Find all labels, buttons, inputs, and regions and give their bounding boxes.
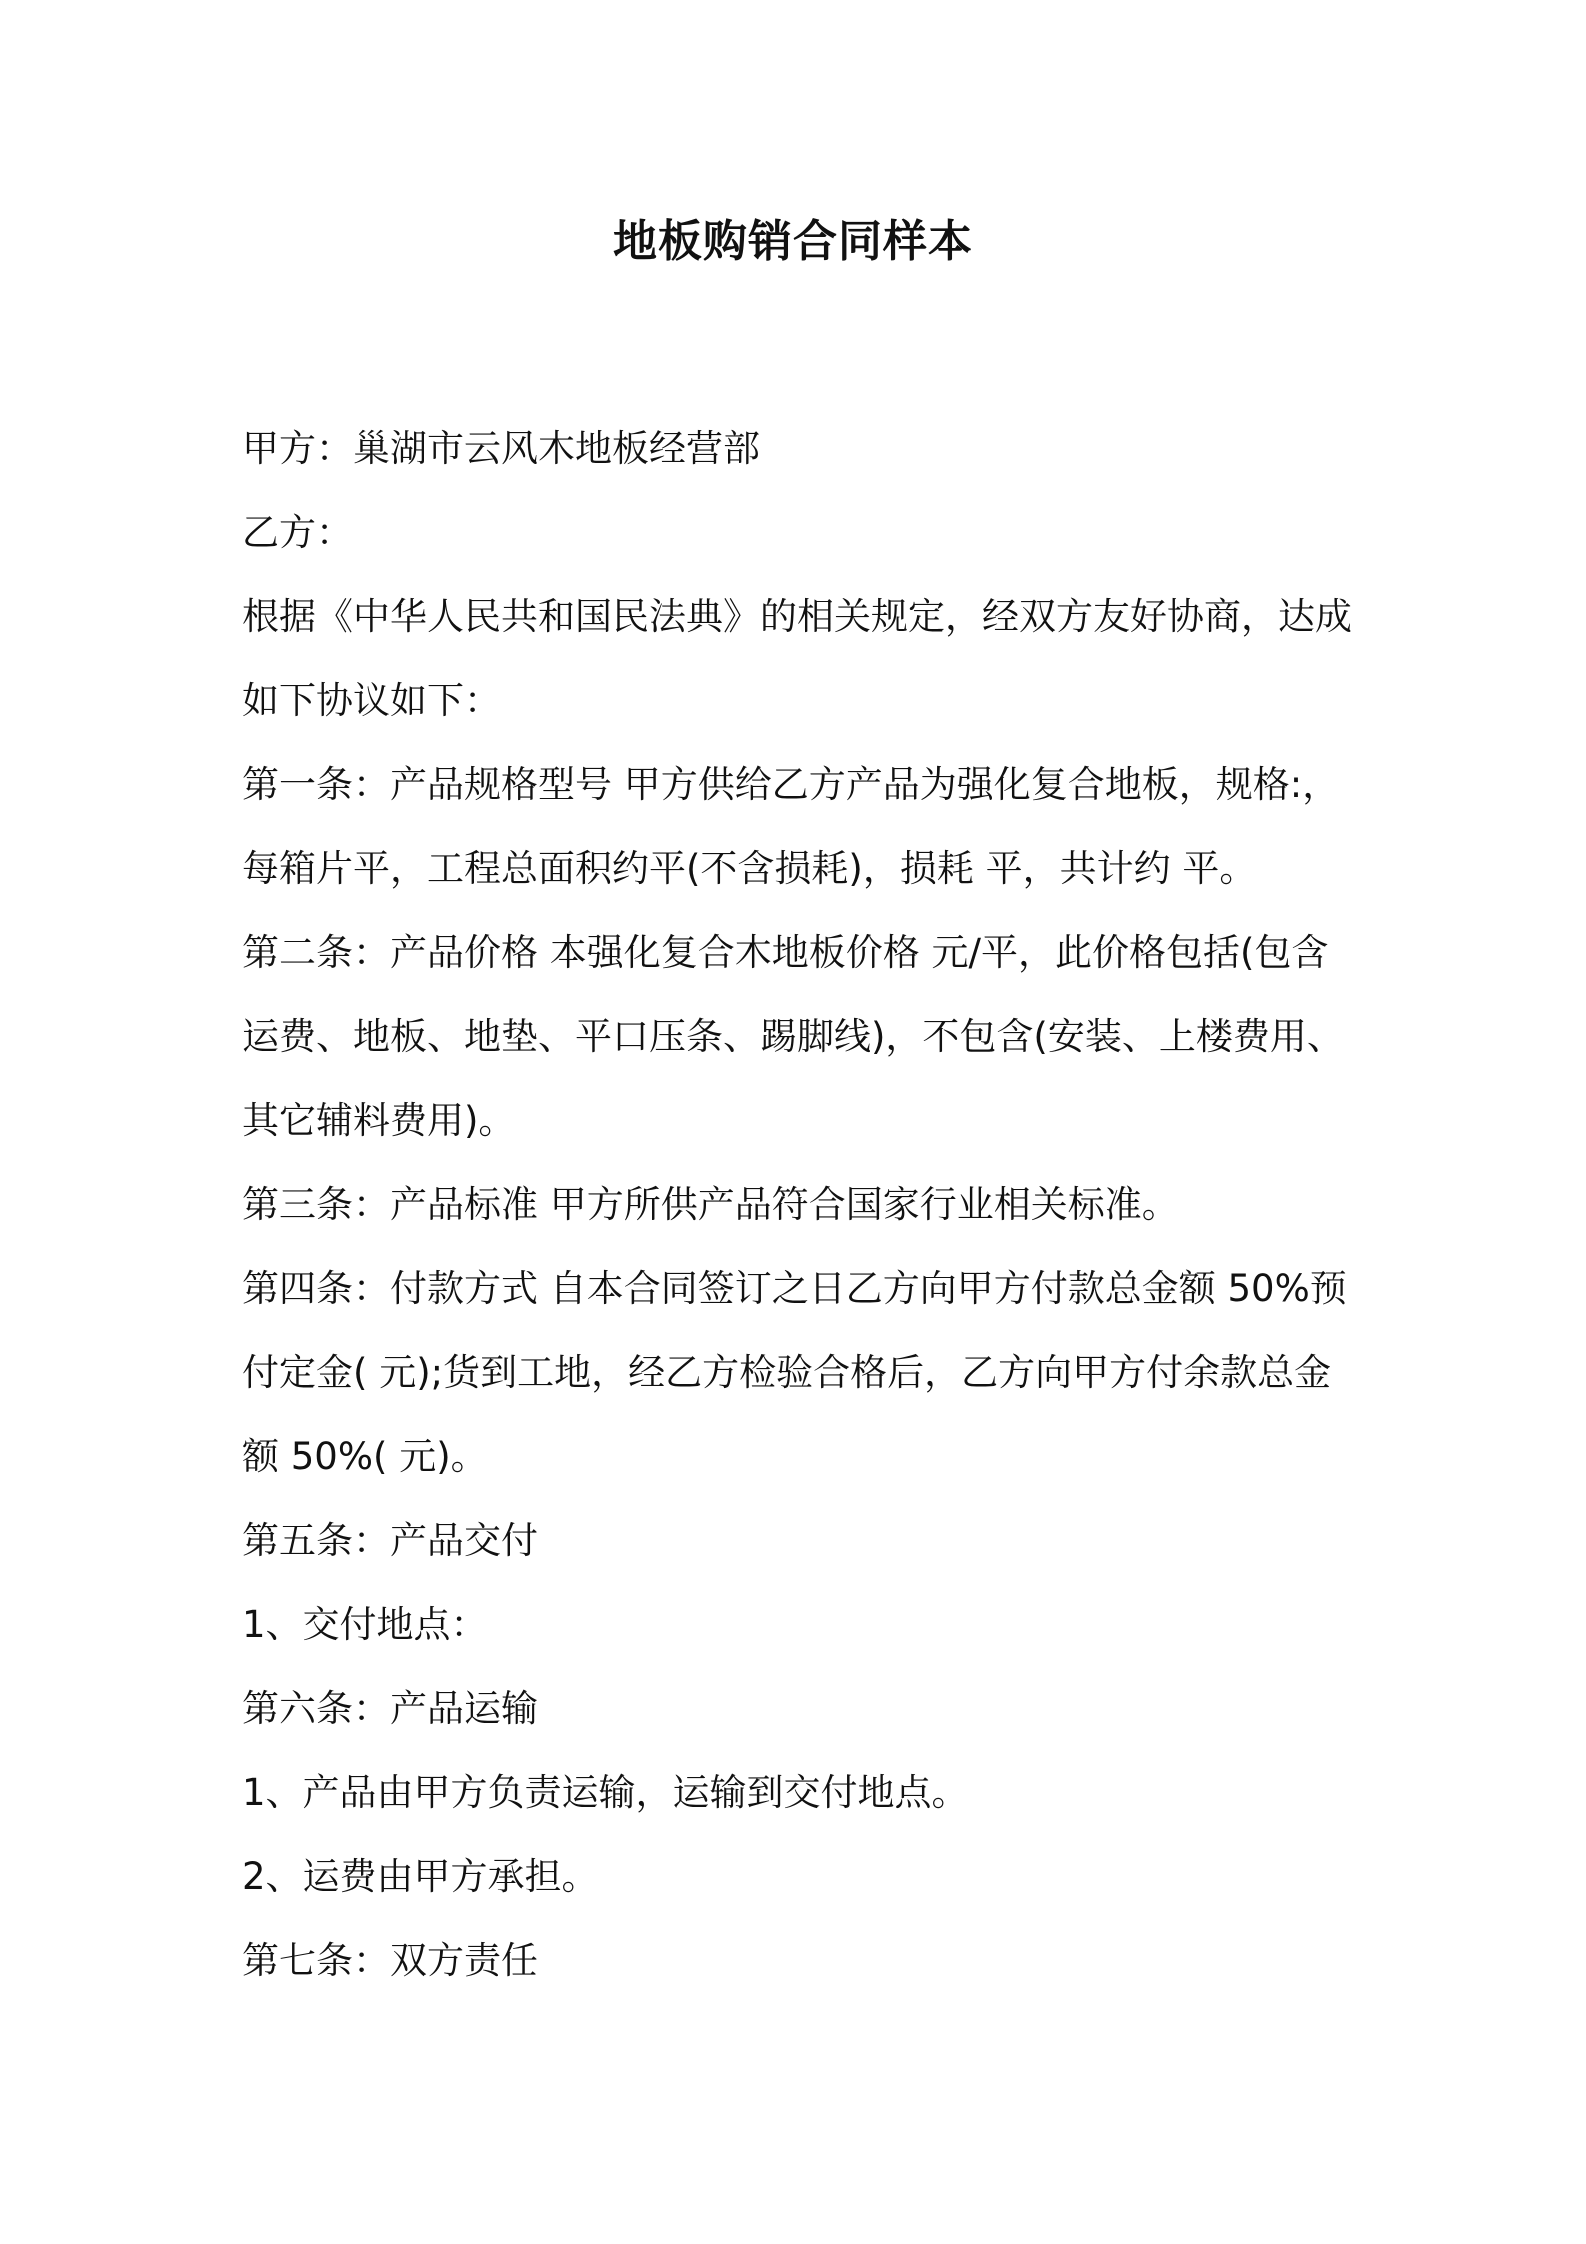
party-a-line: 甲方：巢湖市云风木地板经营部 (242, 427, 760, 470)
preamble-paragraph: 根据《中华人民共和国民法典》的相关规定，经双方友好协商，达成如下协议如下： (242, 595, 1352, 722)
article-5-item-1: 1、交付地点： (242, 1603, 488, 1646)
article-3-paragraph: 第三条：产品标准 甲方所供产品符合国家行业相关标准。 (242, 1183, 1179, 1226)
article-6-heading: 第六条：产品运输 (242, 1687, 538, 1730)
article-4-paragraph: 第四条：付款方式 自本合同签订之日乙方向甲方付款总金额 50%预付定金( 元);货到工地，经乙方检验合格后，乙方向甲方付余款总金额 50%( 元)。 (242, 1267, 1347, 1478)
article-2-paragraph: 第二条：产品价格 本强化复合木地板价格 元/平，此价格包括(包含运费、地板、地垫、平口压条、踢脚线)，不包含(安装、上楼费用、其它辅料费用)。 (242, 931, 1344, 1142)
document-body (242, 407, 1354, 2003)
document-title: 地板购销合同样本 (613, 216, 973, 267)
article-1-paragraph: 第一条：产品规格型号 甲方供给乙方产品为强化复合地板，规格:，每箱片平，工程总面积约平(不含损耗)，损耗 平，共计约 平。 (242, 763, 1340, 890)
article-6-item-1: 1、产品由甲方负责运输，运输到交付地点。 (242, 1771, 969, 1814)
article-7-heading: 第七条：双方责任 (242, 1939, 538, 1982)
party-b-line: 乙方： (242, 511, 353, 554)
article-6-item-2: 2、运费由甲方承担。 (242, 1855, 599, 1898)
article-5-heading: 第五条：产品交付 (242, 1519, 538, 1562)
